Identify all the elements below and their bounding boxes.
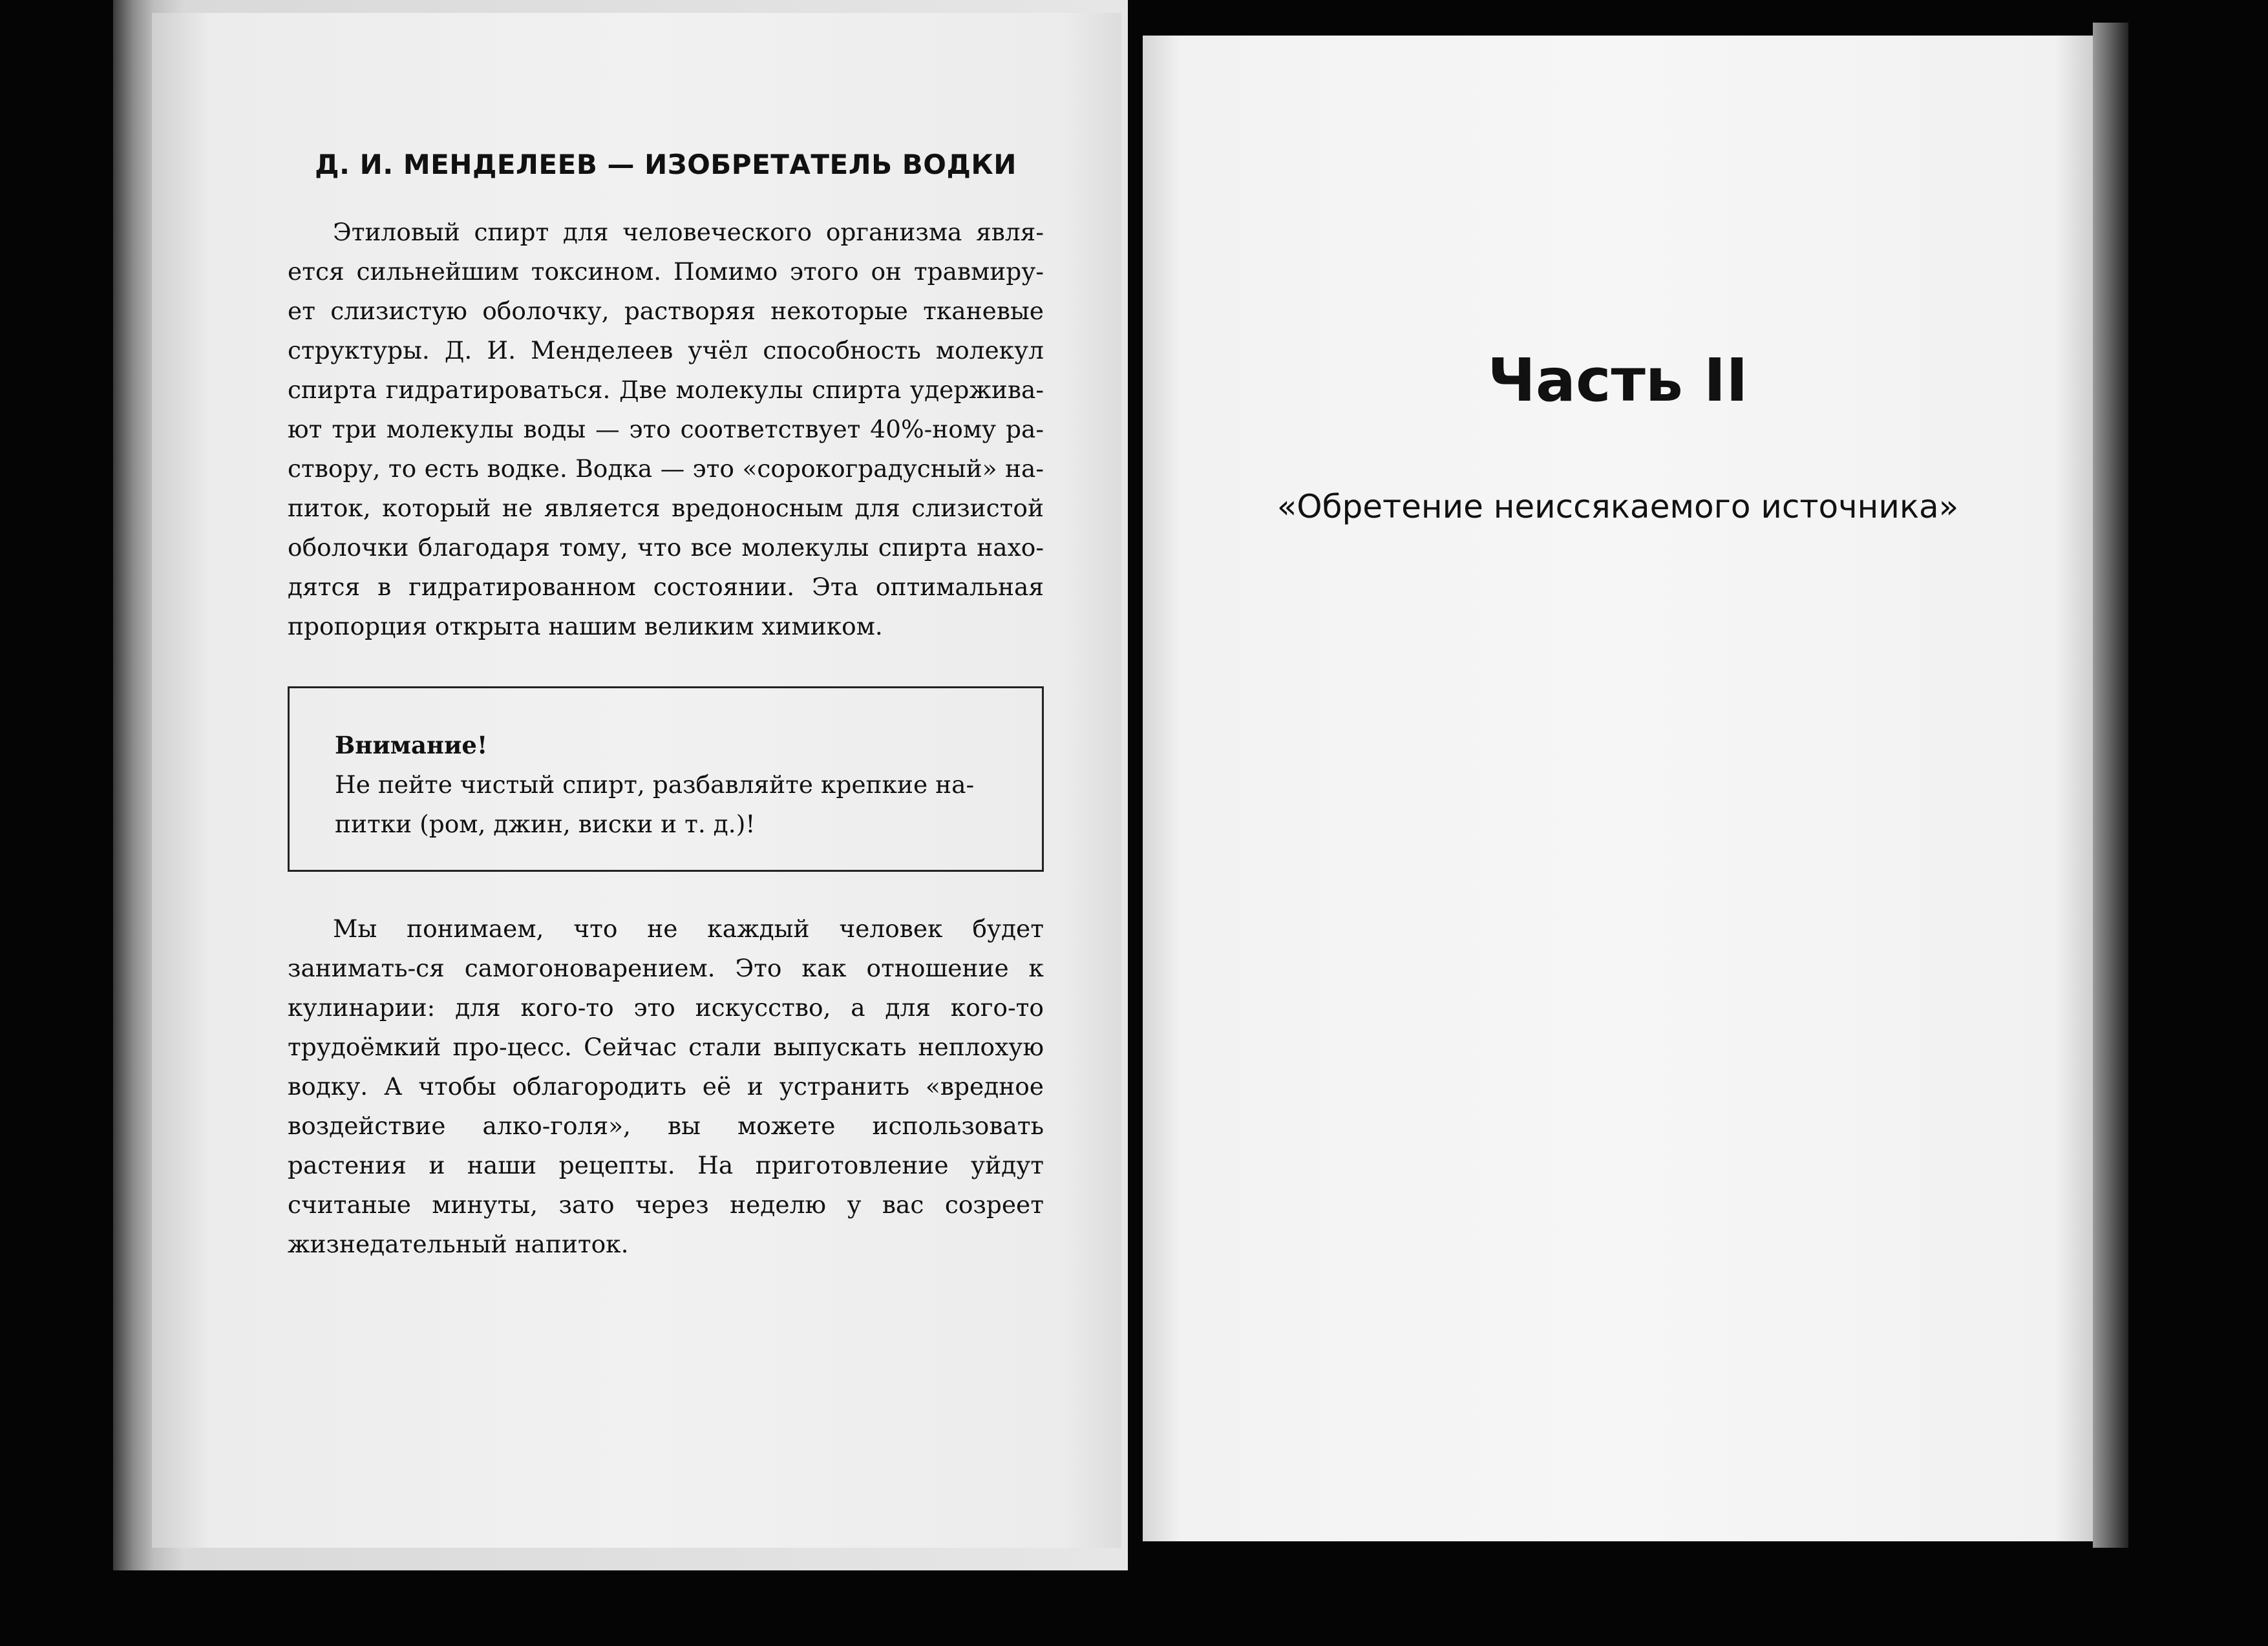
paragraph-homebrewing: Мы понимаем, что не каждый человек будет занимать-ся самогоноварением. Это как отношение к кулинарии: для кого-то это искусство, а для кого-то трудоёмкий про-цесс. Сейчас стали выпускать неплохую водку. А чтобы облагородить её и устранить «вредное воздействие алко-голя», вы можете использовать растения и наши рецепты. На приготовление уйдут считаные минуты, зато через неделю у вас созреет жизнедательный напиток. — [288, 914, 1044, 1258]
part-subtitle: «Обретение неиссякаемого источника» — [1277, 488, 1959, 525]
paragraph-alcohol-toxicity: Этиловый спирт для человеческого организма явля-ется сильнейшим токсином. Помимо этого он травмиру-ет слизистую оболочку, растворяя некоторые тканевые структуры. Д. И. Менделеев учёл способность молекул спирта гидратироваться. Две молекулы спирта удержива-ют три молекулы воды — это соответствует 40%-ному ра-створу, то есть водке. Водка — это «сорокоградусный» на-питок, который не является вредоносным для слизистой оболочки благодаря тому, что все молекулы спирта нахо-дятся в гидратированном состоянии. Эта оптимальная пропорция открыта нашим великим химиком. — [288, 218, 1044, 640]
book-cover-right-edge — [2093, 23, 2128, 1548]
section-heading: Д. И. МЕНДЕЛЕЕВ — ИЗОБРЕТАТЕЛЬ ВОДКИ — [315, 149, 1017, 180]
warning-title: Внимание! — [335, 731, 488, 759]
left-page-content — [288, 149, 1044, 1264]
warning-text: Не пейте чистый спирт, разбавляйте крепкие на-питки (ром, джин, виски и т. д.)! — [335, 770, 975, 838]
right-page — [1143, 36, 2093, 1541]
part-title: Часть II — [1487, 346, 1748, 415]
warning-callout — [288, 686, 1044, 872]
left-page — [152, 13, 1121, 1548]
